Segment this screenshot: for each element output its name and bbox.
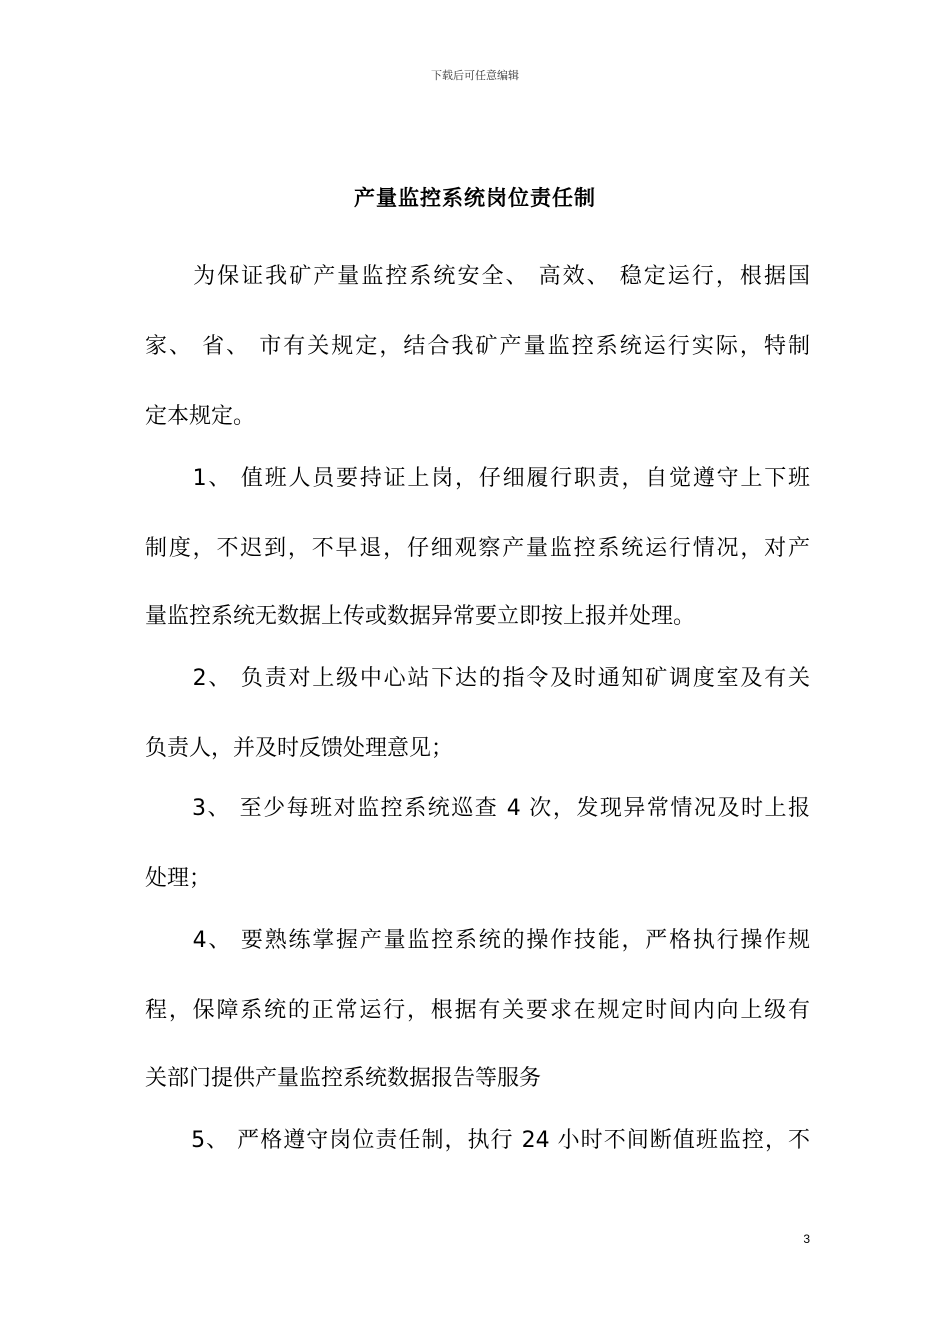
header-note: 下载后可任意编辑	[431, 69, 519, 82]
paragraph-line: 为保证我矿产量监控系统安全、 高效、 稳定运行，根据国	[145, 264, 810, 289]
paragraph-line: 程，保障系统的正常运行，根据有关要求在规定时间内向上级有	[145, 998, 810, 1023]
paragraph-line: 1、 值班人员要持证上岗，仔细履行职责，自觉遵守上下班	[145, 466, 810, 491]
paragraph-line: 定本规定。	[145, 404, 256, 429]
paragraph-line: 处理；	[145, 866, 212, 891]
paragraph-line: 2、 负责对上级中心站下达的指令及时通知矿调度室及有关	[145, 666, 810, 691]
paragraph-line: 量监控系统无数据上传或数据异常要立即按上报并处理。	[145, 604, 696, 629]
paragraph-line: 负责人，并及时反馈处理意见；	[145, 736, 454, 761]
paragraph-line: 关部门提供产量监控系统数据报告等服务	[145, 1066, 542, 1091]
paragraph-line: 4、 要熟练掌握产量监控系统的操作技能，严格执行操作规	[145, 928, 810, 953]
paragraph-line: 制度，不迟到，不早退，仔细观察产量监控系统运行情况，对产	[145, 536, 810, 561]
paragraph-line: 5、 严格遵守岗位责任制，执行 24 小时不间断值班监控，不	[145, 1128, 810, 1153]
paragraph-line: 3、 至少每班对监控系统巡查 4 次，发现异常情况及时上报	[145, 796, 810, 821]
document-title: 产量监控系统岗位责任制	[354, 186, 596, 210]
page-number: 3	[803, 1232, 810, 1246]
paragraph-line: 家、 省、 市有关规定，结合我矿产量监控系统运行实际，特制	[145, 334, 810, 359]
